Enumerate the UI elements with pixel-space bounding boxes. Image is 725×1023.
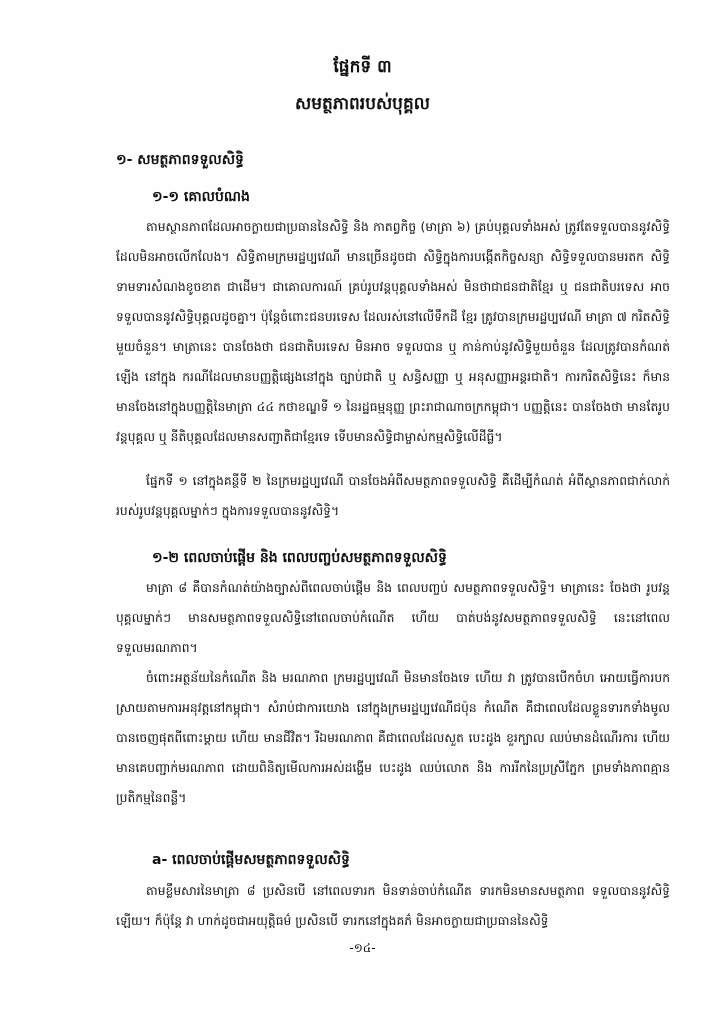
- subsection-heading: ១-១ គោលបំណង: [152, 189, 250, 205]
- paragraph: [116, 573, 670, 663]
- paragraph-text: ផ្នែកទី ១ នៅក្នុងគន្ថីទី ២ នៃក្រមរដ្ឋប្បវេណី បានចែងអំពីសមត្ថភាពទទួលសិទ្ធិ គឺដើម្បីកំណត់ អំពីស្ថានភាពជាក់លាក់របស់រូបវន្តបុគ្គលម្នាក់ៗ ក្នុងការទទួលបាននូវសិទ្ធិ។: [116, 474, 670, 518]
- subsection-heading: a- ពេលចាប់ផ្តើមសមត្ថភាពទទួលសិទ្ធិ: [152, 852, 350, 868]
- paragraph-text: តាមស្ថានភាពដែលអាចក្លាយជាប្រធាននៃសិទ្ធិ និង កាតព្វកិច្ច (មាត្រា ៦) គ្រប់បុគ្គលទាំងអស់ ត្រូវតែទទួលបាននូវសិទ្ធិដែលមិនអាចលើកលែង។ សិទ្ធិតាមក្រមរដ្ឋប្បវេណី មានច្រើនដូចជា សិទ្ធិក្នុងការបង្កើតកិច្ចសន្យា សិទ្ធិទទួលបានមរតក សិទ្ធិទាមទារសំណងខូចខាត ជាដើម។ ជាគោលការណ៍ គ្រប់រូបវន្តបុគ្គលទាំងអស់ មិនថាជាជនជាតិខ្មែរ ឬ ជនជាតិបរទេស អាចទទួលបាននូវសិទ្ធិបុគ្គលដូចគ្នា។ ប៉ុន្តែចំពោះជនបរទេស ដែលរស់នៅលើទឹកដី ខ្មែរ ត្រូវបានក្រមរដ្ឋប្បវេណី មាត្រា ៧ ករិតសិទ្ធិមួយចំនួន។ មាត្រានេះ បានចែងថា ជនជាតិបរទេស មិនអាច ទទួលបាន ឬ កាន់កាប់នូវសិទ្ធិមួយចំនួន ដែលត្រូវបានកំណត់ឡើង នៅក្នុង ករណីដែលមានបញ្ញត្តិផ្សេងនៅក្នុង ច្បាប់ជាតិ ឬ សន្ធិសញ្ញា ឬ អនុសញ្ញាអន្តរជាតិ។ ការករិតសិទ្ធិនេះ ក៏មានមានចែងនៅក្នុងបញ្ញត្តិនៃមាត្រា ៤៤ កថាខណ្ឌទី ១ នៃរដ្ឋធម្មនុញ្ញ ព្រះរាជាណាចក្រកម្ពុជា។ បញ្ញត្តិនេះ បានចែងថា មានតែរូបវន្តបុគ្គល ឬ នីតិបុគ្គលដែលមានសញ្ជាតិជាខ្មែរទេ ទើបមានសិទ្ធិជាម្ចាស់កម្មសិទ្ធិលើដីធ្លី។: [116, 220, 670, 444]
- paragraph: [116, 212, 670, 452]
- paragraph-text: មាត្រា ៨ គឺបានកំណត់យ៉ាងច្បាស់ពីពេលចាប់ផ្តើម និង ពេលបញ្ចប់ សមត្ថភាពទទួលសិទ្ធិ។ មាត្រានេះ ចែងថា រូបវន្តបុគ្គលម្នាក់ៗ មានសមត្ថភាពទទួលសិទ្ធិនៅពេលចាប់កំណើត ហើយ បាត់បង់នូវសមត្ថភាពទទួលសិទ្ធិ នេះនៅពេលទទួលមរណភាព។: [116, 581, 670, 655]
- paragraph: [116, 466, 670, 526]
- paragraph: [116, 876, 670, 936]
- page-number: -១៤-: [349, 941, 376, 955]
- paragraph: [116, 663, 670, 813]
- paragraph-text: ចំពោះអត្ថន័យនៃកំណើត និង មរណភាព ក្រមរដ្ឋប្បវេណី មិនមានចែងទេ ហើយ វា ត្រូវបានបើកចំហ អោយធ្វើការបកស្រាយតាមការអនុវត្តនៅកម្ពុជា។ សំរាប់ជាការយោង នៅក្នុងក្រមរដ្ឋប្បវេណីជប៉ុន កំណើត គឺជាពេលដែលខ្លួនទារកទាំងមូលបានចេញផុតពីពោះម្តាយ ហើយ មានជីវិត។ រីឯមរណភាព គឺជាពេលដែលសួត បេះដូង ខួរក្បាល ឈប់មានដំណើរការ ហើយមានគេបញ្ជាក់មរណភាព ដោយពិនិត្យមើលការអស់ដង្ហើម បេះដូង ឈប់លោត និង ការរីកនៃប្រស្រីភ្នែក ព្រមទាំងភាពគ្មានប្រតិកម្មនៃពន្លឺ។: [116, 671, 670, 805]
- subsection-heading: ១-២ ពេលចាប់ផ្តើម និង ពេលបញ្ចប់សមត្ថភាពទទួលសិទ្ធិ: [152, 550, 447, 566]
- chapter-title: សមត្ថភាពរបស់បុគ្គល: [295, 94, 430, 114]
- paragraph-text: តាមខ្លឹមសារនៃមាត្រា ៨ ប្រសិនបើ នៅពេលទារក មិនទាន់ចាប់កំណើត ទារកមិនមានសមត្ថភាព ទទួលបាននូវសិទ្ធិឡើយ។ ក៏ប៉ុន្តែ វា ហាក់ដូចជាអយុត្តិធម៌ ប្រសិនបើ ទារកនៅក្នុងគភ៌ មិនអាចក្លាយជាប្រធាននៃសិទ្ធិ: [116, 884, 670, 928]
- part-title: ផ្នែកទី ៣: [333, 57, 392, 77]
- section-heading: ១- សមត្ថភាពទទួលសិទ្ធិ: [116, 152, 244, 168]
